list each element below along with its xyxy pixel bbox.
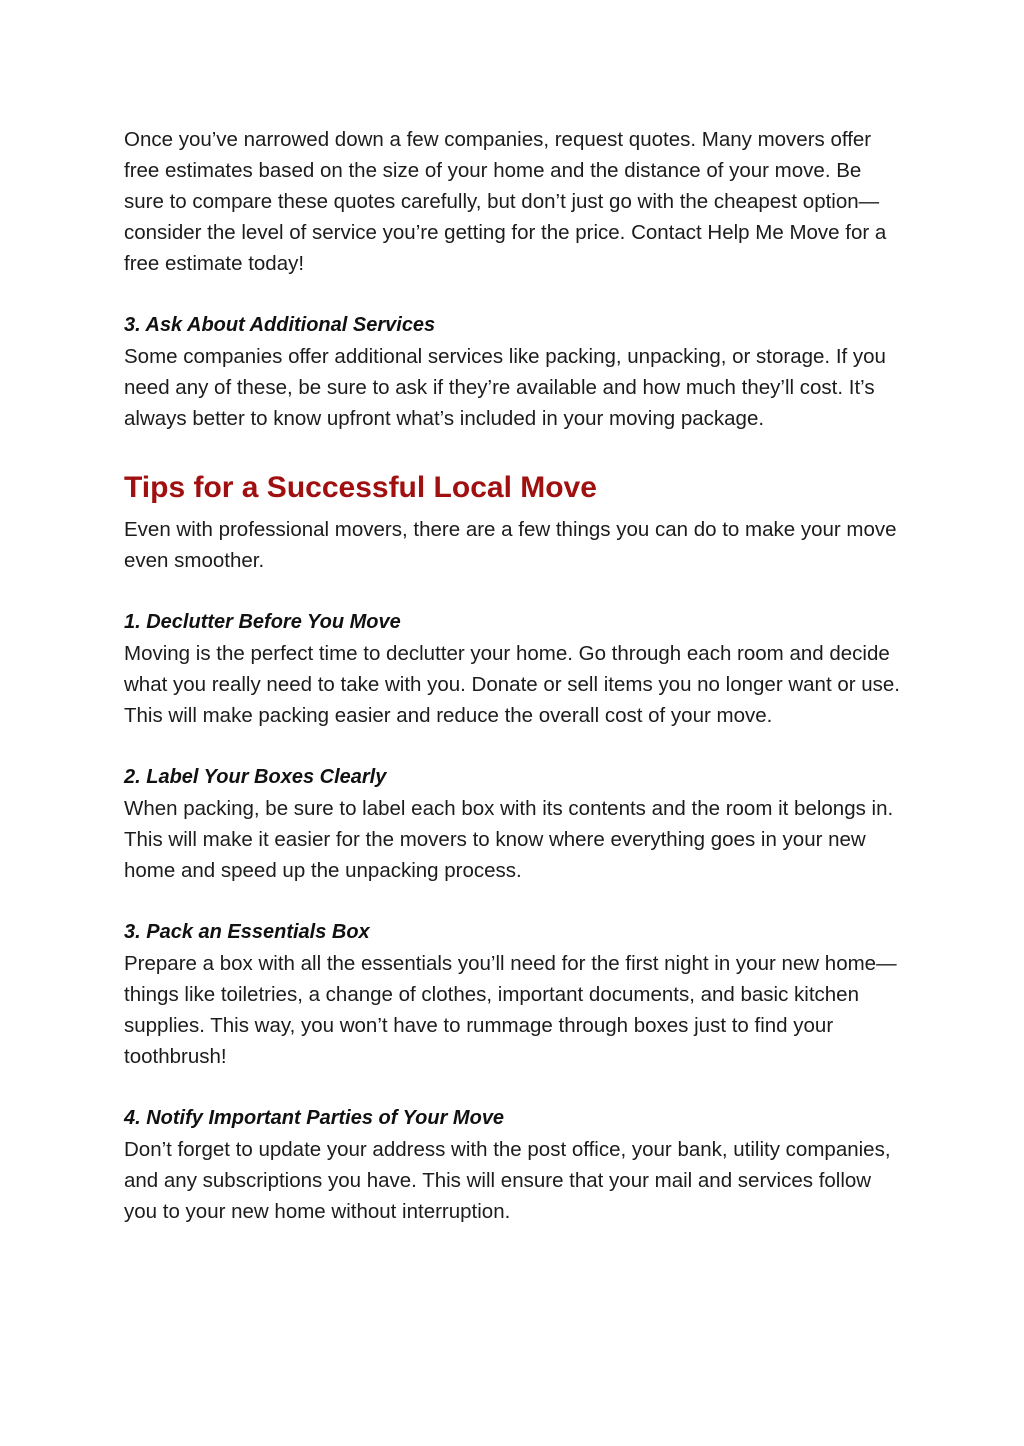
tip-4-heading: 4. Notify Important Parties of Your Move [124, 1107, 505, 1129]
tip-2-heading: 2. Label Your Boxes Clearly [124, 766, 387, 788]
step-3-heading: 3. Ask About Additional Services [124, 314, 436, 336]
tip-3-block [124, 917, 904, 1072]
tip-1-text: Moving is the perfect time to declutter your home. Go through each room and decide what you really need to take with you. Donate or sell items you no longer want or use. This will make packing easier and reduce the overall cost of your move. [124, 642, 901, 727]
tip-3-text: Prepare a box with all the essentials you’ll need for the first night in your new home—things like toiletries, a change of clothes, important documents, and basic kitchen supplies. This way, you won’t have to rummage through boxes just to find your toothbrush! [124, 952, 897, 1068]
step-3-text: Some companies offer additional services like packing, unpacking, or storage. If you need any of these, be sure to ask if they’re available and how much they’ll cost. It’s always better to know upfront what’s included in your moving package. [124, 345, 886, 430]
section-intro: Even with professional movers, there are a few things you can do to make your move even smoother. [124, 518, 897, 572]
tip-3-heading: 3. Pack an Essentials Box [124, 921, 370, 943]
tip-1-heading: 1. Declutter Before You Move [124, 611, 401, 633]
tip-1-block [124, 607, 904, 731]
step-3-block [124, 310, 904, 434]
intro-paragraph: Once you’ve narrowed down a few companies, request quotes. Many movers offer free estimates based on the size of your home and the distance of your move. Be sure to compare these quotes carefully, but don’t just go with the cheapest option—consider the level of service you’re getting for the price. Contact Help Me Move for a free estimate today! [124, 128, 887, 275]
tip-2-block [124, 762, 904, 886]
tip-2-text: When packing, be sure to label each box with its contents and the room it belongs in. This will make it easier for the movers to know where everything goes in your new home and speed up the unpacking process. [124, 797, 894, 882]
tip-4-text: Don’t forget to update your address with the post office, your bank, utility companies, and any subscriptions you have. This will ensure that your mail and services follow you to your new home without interruption. [124, 1138, 891, 1223]
tip-4-block [124, 1103, 904, 1227]
document-page [124, 124, 904, 1227]
section-title: Tips for a Successful Local Move [124, 471, 597, 504]
